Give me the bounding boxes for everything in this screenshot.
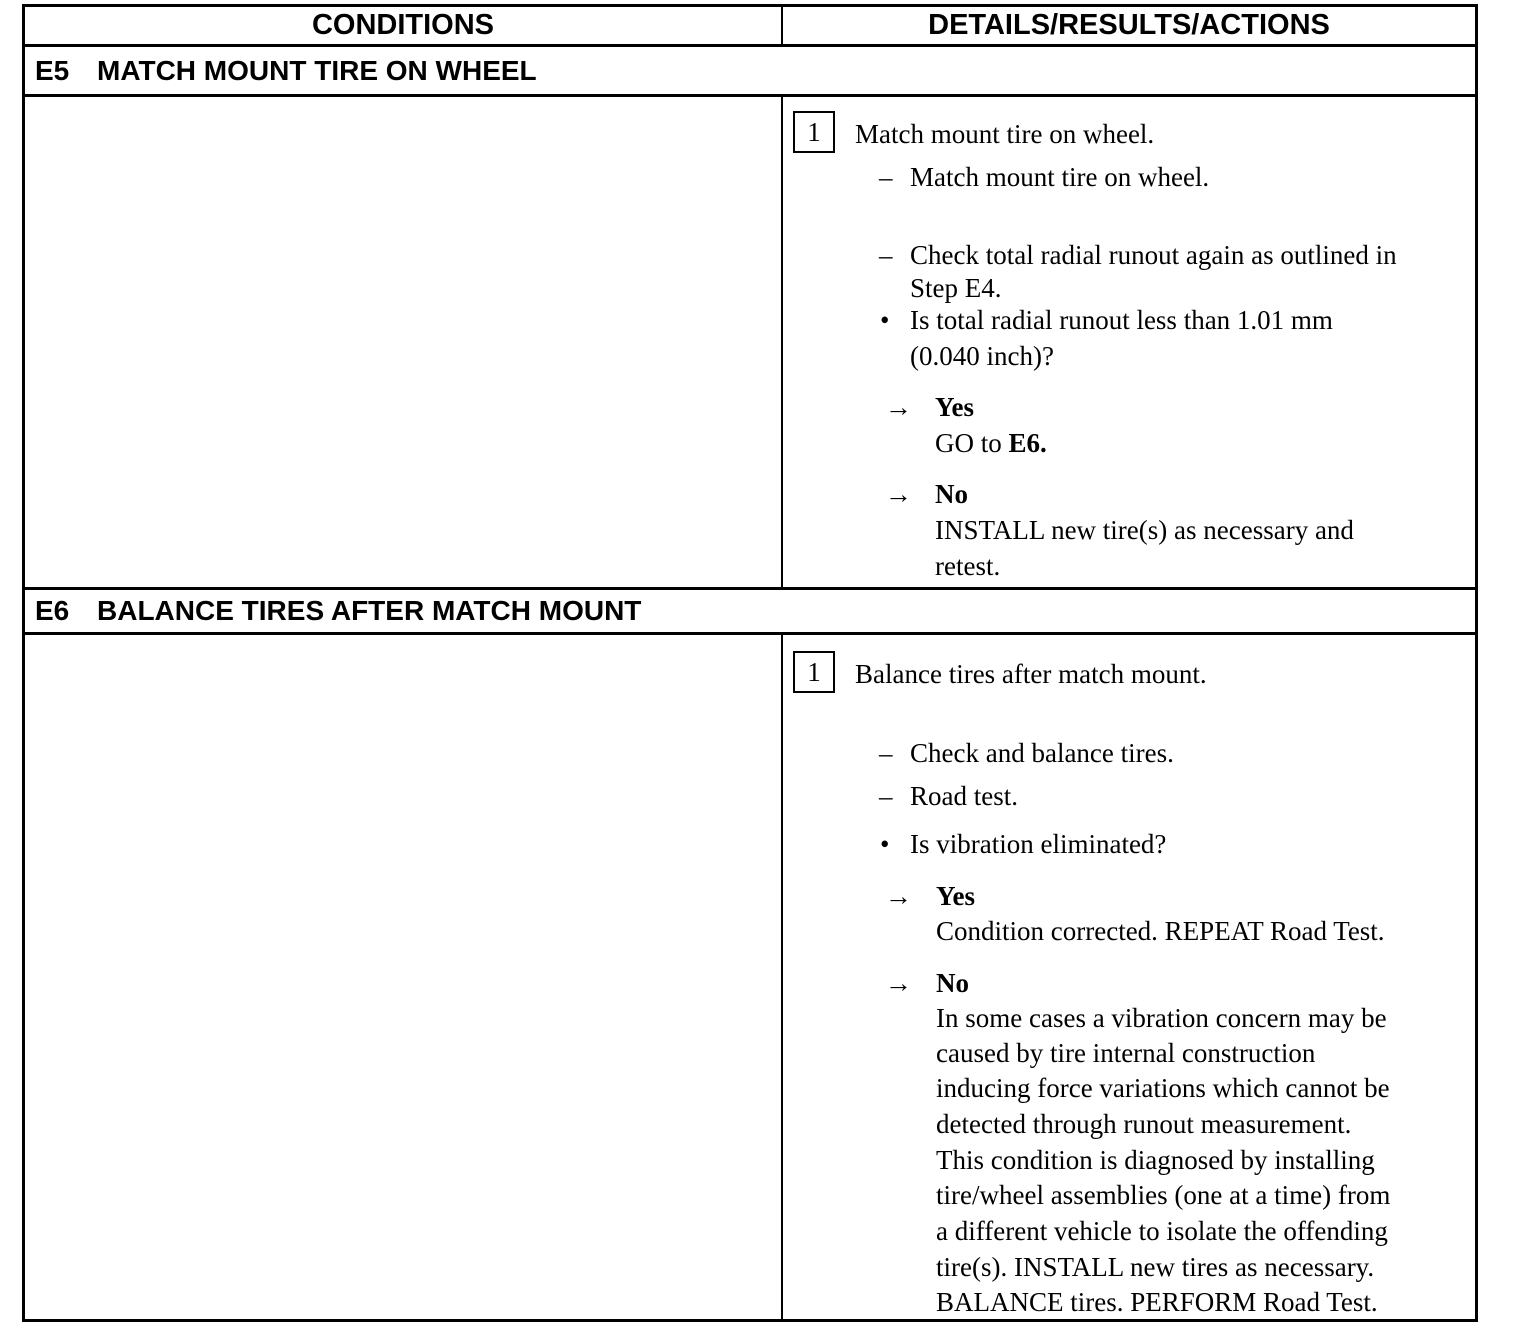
step-title: Balance tires after match mount. [855, 659, 1207, 689]
yes-action-text: GO to [935, 428, 1009, 458]
step-item-text: Check total radial runout again as outlined in [910, 240, 1397, 270]
no-action-text: tire(s). INSTALL new tires as necessary. [936, 1252, 1375, 1282]
diagnostic-table [22, 4, 1478, 1322]
step-item-text: Match mount tire on wheel. [910, 162, 1210, 192]
no-action-text: detected through runout measurement. [936, 1109, 1352, 1139]
no-label: No [935, 479, 968, 509]
step-item-text: Road test. [910, 781, 1018, 811]
dash-marker: – [879, 162, 893, 192]
no-label: No [936, 968, 969, 998]
question-text: (0.040 inch)? [910, 341, 1054, 371]
arrow-icon: → [885, 479, 912, 509]
dash-marker: – [879, 781, 893, 811]
dash-marker: – [879, 738, 893, 768]
arrow-icon: → [885, 968, 912, 998]
no-action-text: INSTALL new tire(s) as necessary and [935, 515, 1354, 545]
conditions-cell-e5 [25, 97, 783, 587]
yes-action [935, 426, 1047, 461]
section-code: E5 [35, 54, 70, 86]
details-cell-e6 [783, 635, 1475, 1319]
go-to-step-ref: E6. [1008, 428, 1047, 458]
bullet-marker: • [880, 305, 890, 335]
no-action-text: tire/wheel assemblies (one at a time) from [936, 1180, 1391, 1210]
dash-marker: – [879, 240, 893, 270]
details-cell-e5 [783, 97, 1475, 587]
question-text: Is total radial runout less than 1.01 mm [910, 305, 1333, 335]
column-header-details: DETAILS/RESULTS/ACTIONS [783, 7, 1475, 47]
no-action-text: a different vehicle to isolate the offending [936, 1216, 1388, 1246]
yes-label: Yes [936, 881, 975, 911]
no-action-text: inducing force variations which cannot be [936, 1073, 1390, 1103]
no-action-text: caused by tire internal construction [936, 1038, 1316, 1068]
no-action-text: This condition is diagnosed by installing [936, 1145, 1375, 1175]
arrow-icon: → [885, 392, 912, 422]
yes-action-text: Condition corrected. REPEAT Road Test. [936, 916, 1385, 946]
section-header-e6 [25, 587, 1475, 635]
section-code: E6 [35, 595, 70, 626]
conditions-cell-e6 [25, 635, 783, 1319]
step-number-box: 1 [793, 651, 835, 693]
step-title: Match mount tire on wheel. [855, 119, 1155, 149]
no-action-text: retest. [935, 551, 1001, 581]
section-title: MATCH MOUNT TIRE ON WHEEL [97, 54, 537, 86]
section-title: BALANCE TIRES AFTER MATCH MOUNT [97, 595, 642, 626]
bullet-marker: • [880, 829, 890, 859]
no-action-text: In some cases a vibration concern may be [936, 1003, 1387, 1033]
section-header-e5 [25, 47, 1475, 97]
no-action-text: BALANCE tires. PERFORM Road Test. [936, 1287, 1378, 1317]
step-item-text: Check and balance tires. [910, 738, 1174, 768]
step-item-text: Step E4. [910, 273, 1002, 303]
column-header-conditions: CONDITIONS [25, 7, 783, 47]
step-number-box: 1 [793, 111, 835, 153]
arrow-icon: → [885, 881, 912, 911]
question-text: Is vibration eliminated? [910, 829, 1167, 859]
yes-label: Yes [935, 392, 974, 422]
